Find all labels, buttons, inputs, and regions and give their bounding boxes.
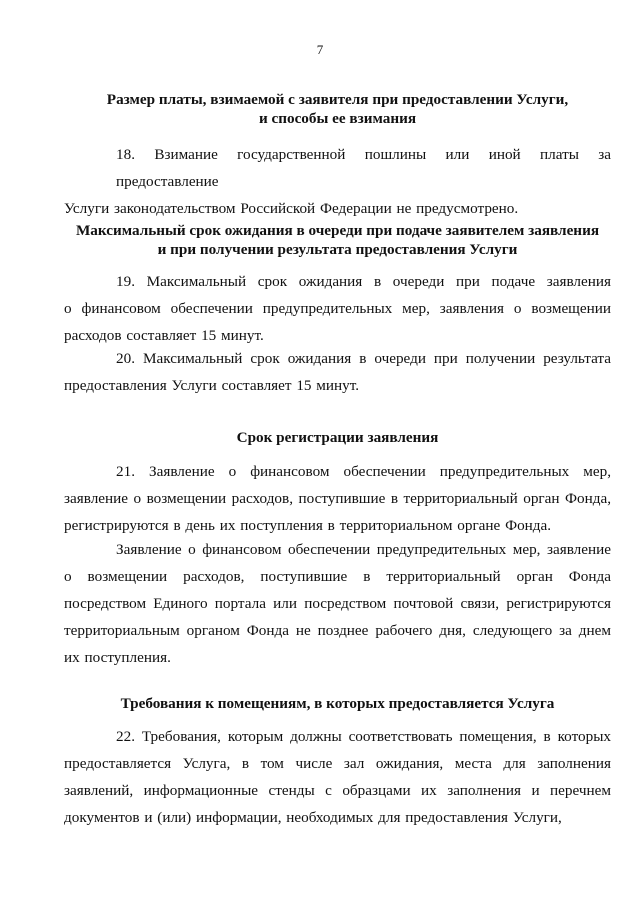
section-heading-fee — [64, 90, 611, 128]
paragraph-line: заявлений, информационные стенды с образцами их заполнения и перечнем — [64, 782, 611, 799]
paragraph-line: регистрируются в день их поступления в территориальном органе Фонда. — [64, 517, 552, 534]
heading-line: и способы ее взимания — [258, 110, 417, 127]
paragraph-line: предоставления Услуги составляет 15 минут. — [64, 377, 360, 394]
paragraph-19 — [64, 268, 611, 349]
paragraph-20 — [64, 345, 611, 399]
paragraph-line: территориальным органом Фонда не позднее рабочего дня, следующего за днем — [64, 622, 611, 639]
paragraph-line: Услуги законодательством Российской Федерации не предусмотрено. — [64, 200, 519, 217]
paragraph-line: Заявление о финансовом обеспечении предупредительных мер, заявление — [116, 541, 611, 558]
heading-line: и при получении результата предоставления Услуги — [157, 241, 518, 258]
heading-line: Максимальный срок ожидания в очереди при подаче заявителем заявления — [75, 222, 600, 239]
heading-line: Срок регистрации заявления — [236, 429, 439, 446]
paragraph-line: 19. Максимальный срок ожидания в очереди при подаче заявления — [116, 273, 611, 290]
section-heading-queue-time — [64, 221, 611, 259]
paragraph-line: о финансовом обеспечении предупредительных мер, заявления о возмещении — [64, 300, 611, 317]
paragraph-18 — [64, 141, 611, 222]
paragraph-line: 18. Взимание государственной пошлины или иной платы за предоставление — [116, 146, 611, 190]
paragraph-line: 22. Требования, которым должны соответствовать помещения, в которых — [116, 728, 611, 745]
paragraph-line: их поступления. — [64, 649, 171, 666]
section-heading-premises — [64, 694, 611, 713]
heading-line: Размер платы, взимаемой с заявителя при предоставлении Услуги, — [106, 91, 569, 108]
paragraph-21 — [64, 458, 611, 539]
paragraph-22 — [64, 723, 611, 831]
heading-line: Требования к помещениям, в которых предоставляется Услуга — [120, 695, 555, 712]
paragraph-21-cont — [64, 536, 611, 671]
section-heading-registration — [64, 428, 611, 447]
paragraph-line: 21. Заявление о финансовом обеспечении предупредительных мер, — [116, 463, 611, 480]
paragraph-line: документов и (или) информации, необходимых для предоставления Услуги, — [64, 809, 562, 826]
paragraph-line: посредством Единого портала или посредством почтовой связи, регистрируются — [64, 595, 611, 612]
paragraph-line: заявление о возмещении расходов, поступившие в территориальный орган Фонда, — [64, 490, 611, 507]
paragraph-line: о возмещении расходов, поступившие в территориальный орган Фонда — [64, 568, 611, 585]
paragraph-line: расходов составляет 15 минут. — [64, 327, 264, 344]
page-number: 7 — [316, 42, 324, 57]
paragraph-line: предоставляется Услуга, в том числе зал ожидания, места для заполнения — [64, 755, 611, 772]
paragraph-line: 20. Максимальный срок ожидания в очереди при получении результата — [116, 350, 611, 367]
